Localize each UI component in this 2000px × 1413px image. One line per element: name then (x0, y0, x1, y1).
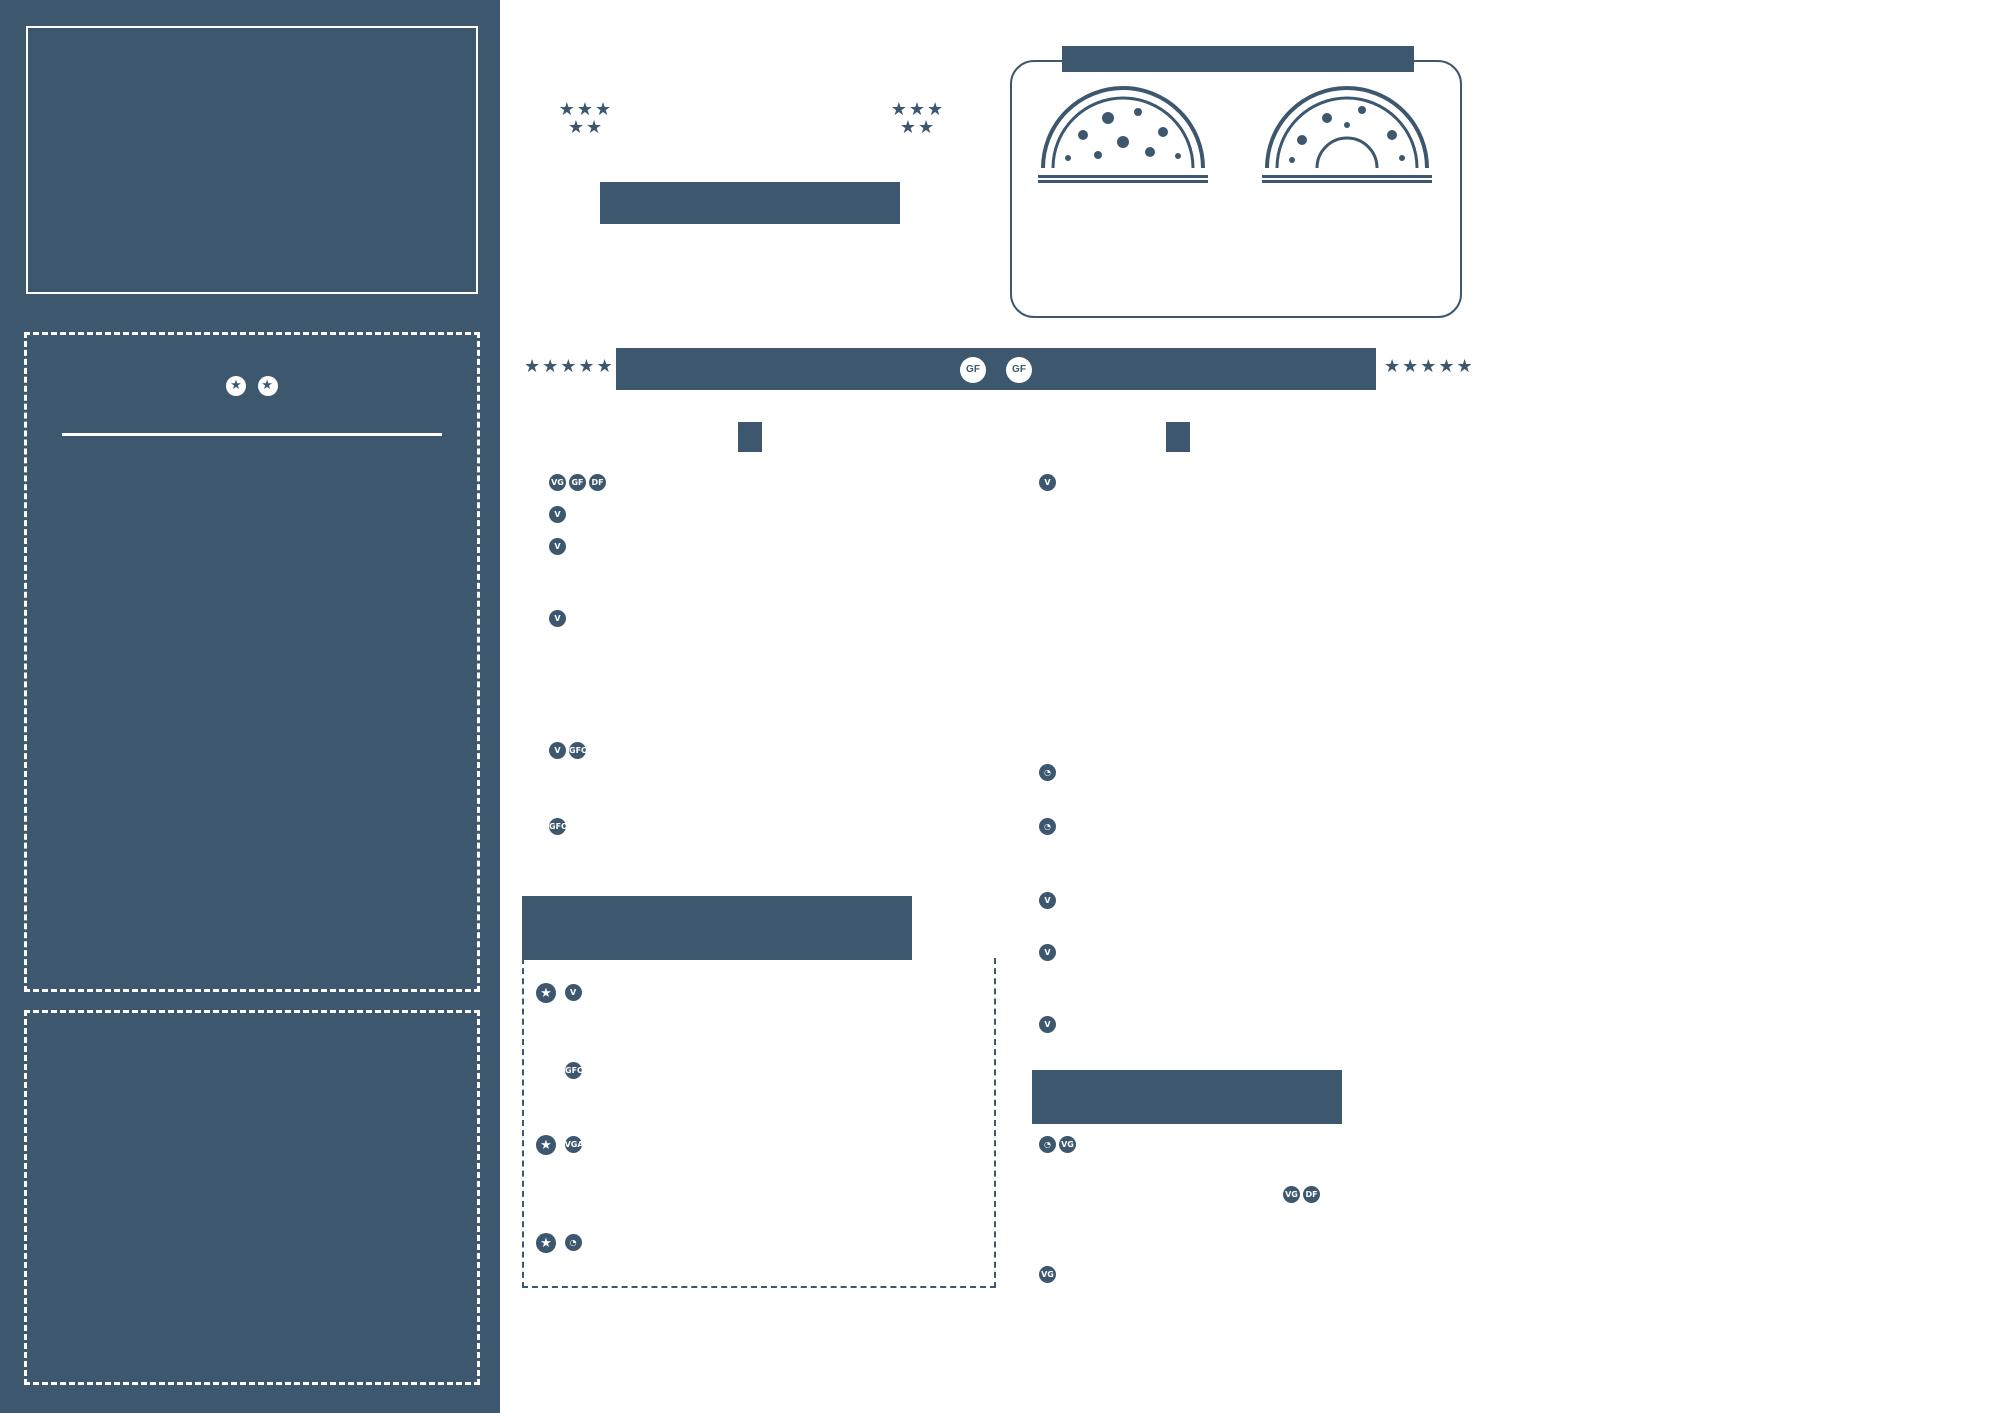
vegan-icon: VG (1039, 1266, 1056, 1283)
vegan-cheese-swap (1036, 1264, 1496, 1286)
menu-item (1036, 940, 1456, 964)
spicy-icon: ◔ (565, 1234, 582, 1251)
spicy-icon: ◔ (1039, 1136, 1056, 1153)
contact-line (0, 300, 500, 322)
menu-item (536, 980, 976, 1004)
menu-item (546, 534, 966, 558)
extra-heat (1036, 1134, 1476, 1156)
dairy-free-icon: DF (1303, 1186, 1320, 1203)
menu-item (1036, 814, 1456, 838)
vegetarian-icon: V (549, 538, 566, 555)
star-icon: ★ (258, 376, 278, 396)
vegan-icon: VG (1059, 1136, 1076, 1153)
free-salad-star-icon: ★ (536, 1233, 556, 1253)
extra-veggie (1280, 1184, 1480, 1206)
menu-item (536, 1132, 976, 1156)
select-between-banner (1062, 46, 1414, 72)
vegetarian-icon: V (549, 506, 566, 523)
free-salad-star-icon: ★ (536, 1135, 556, 1155)
star-icon: ★ (226, 376, 246, 396)
extra-toppings-header (1032, 1070, 1342, 1124)
romana-column (1028, 80, 1218, 197)
stars-decoration: ★★★★★ (524, 356, 615, 376)
stars-decoration: ★★★ ★★ (890, 99, 946, 137)
spicy-icon: ◔ (1039, 764, 1056, 781)
menu-item (546, 738, 966, 762)
to-start-tag (738, 422, 762, 452)
sidebar (0, 0, 500, 1413)
dairy-free-icon: DF (589, 474, 606, 491)
menu-item (1036, 888, 1456, 912)
logo-box (26, 26, 478, 294)
vegetarian-icon: V (1039, 892, 1056, 909)
gluten-free-icon: GF (960, 357, 986, 383)
divider (1262, 175, 1432, 178)
vegan-icon: VG (549, 474, 566, 491)
gluten-free-icon: GF (1006, 357, 1032, 383)
menu-item (546, 470, 966, 494)
stars-decoration: ★★★ ★★ (558, 99, 614, 137)
menu-item (546, 502, 966, 526)
vegetarian-icon: V (549, 742, 566, 759)
leggera-column (1252, 80, 1442, 197)
vegetarian-icon: V (1039, 1016, 1056, 1033)
gluten-free-option-icon: GFO (565, 1062, 582, 1079)
vegetarian-icon: V (549, 610, 566, 627)
divider (62, 433, 442, 436)
vegetarian-icon: V (1039, 474, 1056, 491)
salad-bar-box (24, 332, 480, 992)
gluten-free-option-icon: GFO (549, 818, 566, 835)
gluten-free-banner (616, 348, 1376, 390)
family-deal-box (24, 1010, 480, 1385)
spicy-icon: ◔ (1039, 818, 1056, 835)
pub-favourites-header (522, 896, 912, 960)
vegetarian-option-icon: VGA (565, 1136, 582, 1153)
free-salad-star-icon: ★ (536, 983, 556, 1003)
divider (1038, 175, 1208, 178)
menu-item (546, 814, 966, 838)
leggera-pizza-icon (1262, 80, 1432, 170)
gluten-free-icon: GF (569, 474, 586, 491)
menu-item (536, 1230, 976, 1254)
vegetarian-icon: V (565, 984, 582, 1001)
romana-pizza-icon (1038, 80, 1208, 170)
menu-item (1036, 470, 1456, 494)
vegan-icon: VG (1283, 1186, 1300, 1203)
menu-item (1036, 760, 1456, 784)
stars-decoration: ★★★★★ (1384, 356, 1475, 376)
divider (1262, 180, 1432, 183)
sunset-wine-banner (600, 182, 900, 224)
salad-heading (27, 365, 477, 403)
gluten-free-option-icon: GFO (569, 742, 586, 759)
menu-item (546, 606, 966, 630)
pizza-list-tag (1166, 422, 1190, 452)
menu-item (1036, 1012, 1456, 1036)
vegetarian-icon: V (1039, 944, 1056, 961)
menu-item (536, 1058, 976, 1082)
divider (1038, 180, 1208, 183)
